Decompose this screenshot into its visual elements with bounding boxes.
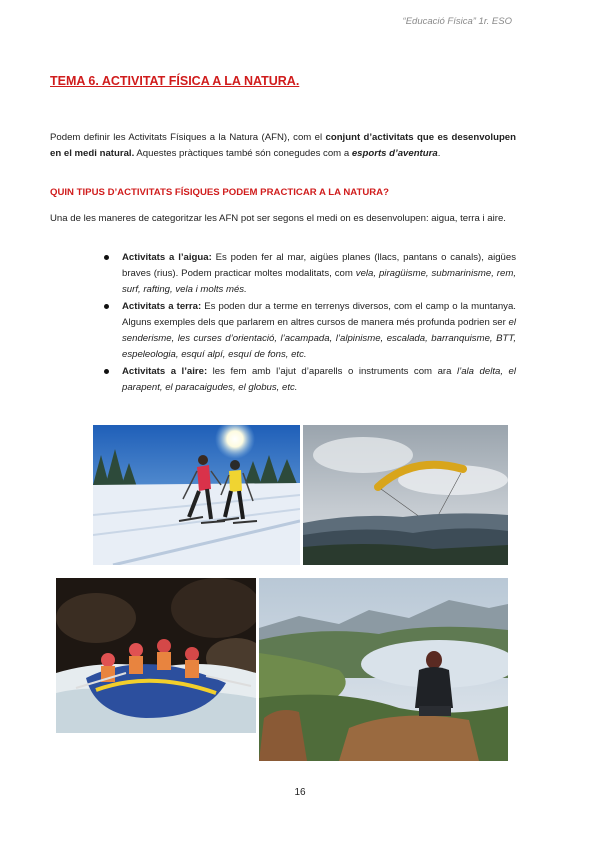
list-item-label: Activitats a l’aigua: [122, 252, 212, 263]
list-item-water [104, 250, 516, 298]
list-item-label: Activitats a l’aire: [122, 366, 208, 377]
intro-bold: conjunt d’activitats que es desenvolupen en el medi natural. [50, 132, 516, 159]
list-item-land [104, 299, 516, 363]
activities-list [104, 250, 516, 397]
list-item-examples: l’ala delta, el parapent, el paracaigudes, el globus, etc. [122, 366, 516, 393]
course-header: “Educació Física” 1r. ESO [402, 16, 512, 27]
intro-text-2: Aquestes pràctiques també són conegudes com a [134, 148, 352, 159]
intro-paragraph [50, 130, 516, 162]
skiing-photo [93, 425, 300, 565]
section-paragraph: Una de les maneres de categoritzar les AFN pot ser segons el medi on es desenvolupen: aigua, terra i aire. [50, 213, 506, 224]
list-item-text: Es poden fer al mar, aigües planes (llacs, pantans o canals), aigües braves (rius). Podem practicar moltes modalitats, com [122, 252, 516, 279]
list-item-label: Activitats a terra: [122, 301, 202, 312]
list-item-text: les fem amb l’ajut d’aparells o instruments com ara [207, 366, 457, 377]
hiking-lake-photo [259, 578, 508, 761]
bullet-icon [104, 255, 109, 260]
intro-italic: esports d’aventura [351, 148, 438, 159]
intro-text-1: Podem definir les Activitats Físiques a la Natura (AFN), com el [50, 132, 326, 143]
page-number: 16 [294, 787, 306, 798]
list-item-examples: el senderisme, les curses d’orientació, l’acampada, l’alpinisme, escalada, barranquisme, BTT, espeleologia, esquí alpí, esquí de fons, etc. [122, 317, 516, 360]
list-item-air [104, 364, 516, 396]
list-item-examples: vela, piragüisme, submarinisme, rem, surf, rafting, vela i molts més. [122, 268, 516, 295]
paragliding-photo [303, 425, 508, 565]
rafting-photo [56, 578, 256, 733]
section-heading: QUIN TIPUS D’ACTIVITATS FÍSIQUES PODEM PRACTICAR A LA NATURA? [50, 187, 389, 198]
bullet-icon [104, 369, 109, 374]
page-title: TEMA 6. ACTIVITAT FÍSICA A LA NATURA. [50, 74, 300, 88]
list-item-text: Es poden dur a terme en terrenys diversos, com el camp o la muntanya. Alguns exemples dels que parlarem en altres cursos de manera més profunda podrien ser [122, 301, 516, 328]
intro-text-3: . [437, 148, 441, 159]
bullet-icon [104, 304, 109, 309]
